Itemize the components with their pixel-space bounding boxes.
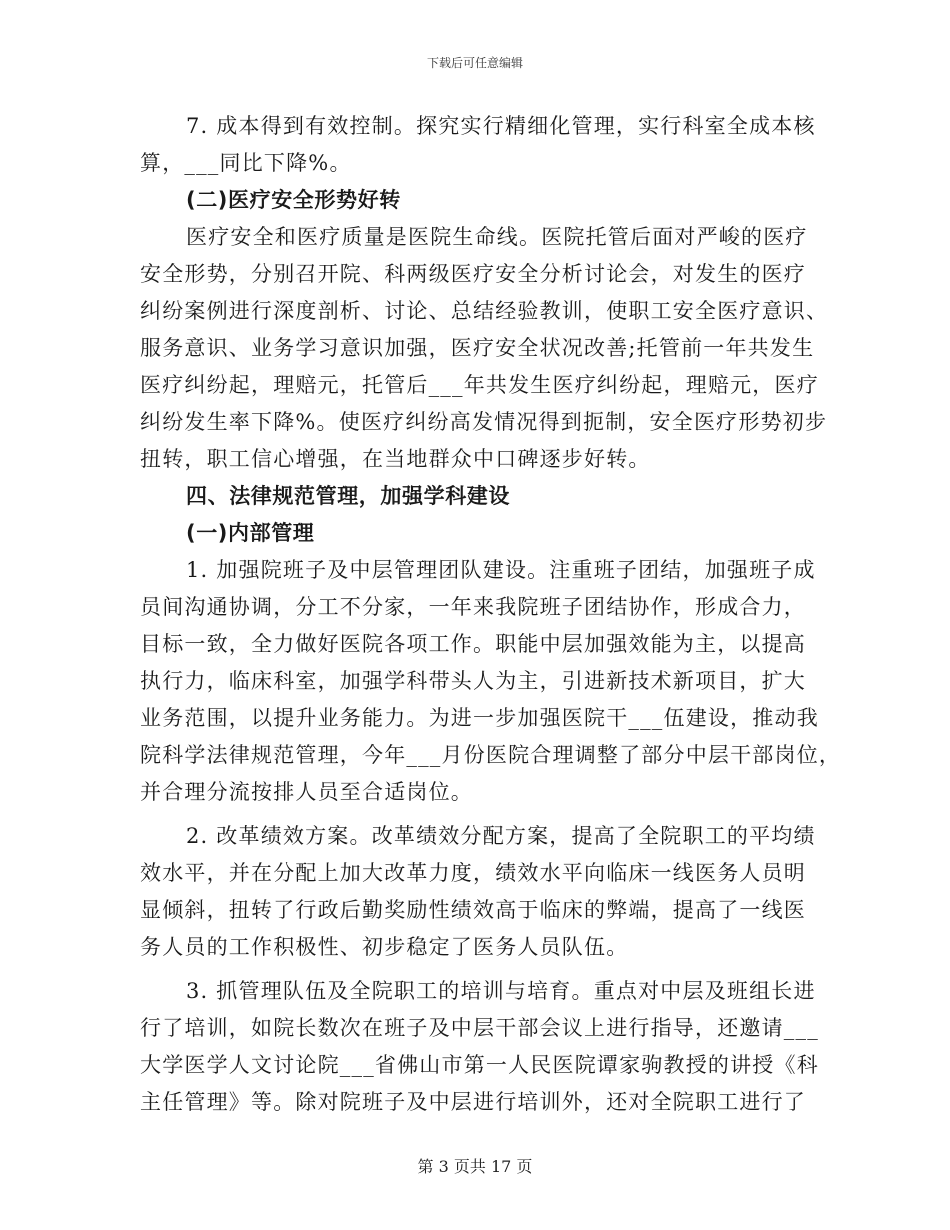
paragraph-line: 务人员的工作积极性、初步稳定了医务人员队伍。	[140, 935, 629, 959]
paragraph-line: 2. 改革绩效方案。改革绩效分配方案，提高了全院职工的平均绩	[186, 824, 816, 848]
paragraph-line: 执行力，临床科室，加强学科带头人为主，引进新技术新项目，扩大	[140, 669, 806, 693]
paragraph-line: 1. 加强院班子及中层管理团队建设。注重班子团结，加强班子成	[186, 558, 816, 582]
paragraph-line: 显倾斜，扭转了行政后勤奖励性绩效高于临床的弊端，提高了一线医	[140, 898, 806, 922]
paragraph-line: 员间沟通协调，分工不分家，一年来我院班子团结协作，形成合力，	[140, 595, 806, 619]
paragraph-line: 扭转，职工信心增强，在当地群众中口碑逐步好转。	[140, 447, 651, 471]
paragraph-line: 目标一致，全力做好医院各项工作。职能中层加强效能为主，以提高	[140, 632, 806, 656]
paragraph-line: 大学医学人文讨论院___省佛山市第一人民医院谭家驹教授的讲授《科	[140, 1053, 819, 1077]
paragraph-line: 7. 成本得到有效控制。探究实行精细化管理，实行科室全成本核	[186, 114, 816, 138]
section-heading: (二)医疗安全形势好转	[186, 188, 401, 212]
paragraph-line: 纠纷案例进行深度剖析、讨论、总结经验教训，使职工安全医疗意识、	[140, 299, 829, 323]
page-footer: 第 3 页共 17 页	[417, 1157, 533, 1176]
paragraph-line: 主任管理》等。除对院班子及中层进行培训外，还对全院职工进行了	[140, 1090, 806, 1114]
paragraph-line: 3. 抓管理队伍及全院职工的培训与培育。重点对中层及班组长进	[186, 979, 816, 1003]
section-heading: (一)内部管理	[186, 521, 315, 545]
paragraph-line: 纠纷发生率下降%。使医疗纠纷高发情况得到扼制，安全医疗形势初步	[140, 410, 828, 434]
paragraph-line: 业务范围，以提升业务能力。为进一步加强医院干___伍建设，推动我	[140, 706, 819, 730]
document-body	[140, 108, 842, 1121]
paragraph-line: 服务意识、业务学习意识加强，医疗安全状况改善;托管前一年共发生	[140, 336, 815, 360]
paragraph-line: 算，___同比下降%。	[140, 151, 352, 175]
paragraph-line: 医疗纠纷起，理赔元，托管后___年共发生医疗纠纷起，理赔元，医疗	[140, 373, 819, 397]
paragraph-line: 院科学法律规范管理，今年___月份医院合理调整了部分中层干部岗位，	[140, 743, 842, 767]
paragraph-line: 行了培训，如院长数次在班子及中层干部会议上进行指导，还邀请___	[140, 1016, 819, 1040]
page-header: 下载后可任意编辑	[426, 56, 523, 70]
paragraph-line: 并合理分流按排人员至合适岗位。	[140, 780, 473, 804]
paragraph-line: 安全形势，分别召开院、科两级医疗安全分析讨论会，对发生的医疗	[140, 262, 806, 286]
paragraph-line: 医疗安全和医疗质量是医院生命线。医院托管后面对严峻的医疗	[186, 225, 808, 249]
chapter-heading: 四、法律规范管理，加强学科建设	[186, 484, 510, 508]
paragraph-line: 效水平，并在分配上加大改革力度，绩效水平向临床一线医务人员明	[140, 861, 806, 885]
